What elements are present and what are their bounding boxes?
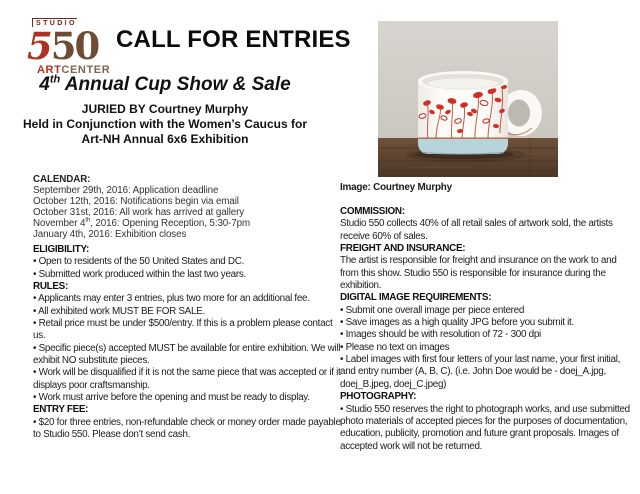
logo-center: CENTER	[61, 64, 111, 76]
show-title-ordinal: th	[49, 73, 61, 86]
digital-requirements-heading: DIGITAL IMAGE REQUIREMENTS:	[340, 292, 492, 304]
header-subtitle-block	[12, 73, 318, 147]
show-title-number: 4	[39, 74, 50, 95]
bullet-item: • All exhibited work MUST BE FOR SALE.	[33, 306, 345, 318]
bullet-item: • Work will be disqualified if it is not the same piece that was accepted or if it displays poor craftsmanship.	[33, 367, 345, 392]
eligibility-bullets	[33, 256, 345, 281]
photography-heading: PHOTOGRAPHY:	[340, 391, 417, 403]
bullet-item: • Work must arrive before the opening and must be ready to display.	[33, 392, 345, 404]
juried-by-line: JURIED BY Courtney Murphy	[81, 102, 249, 116]
call-for-entries-title: CALL FOR ENTRIES	[116, 26, 351, 53]
logo-550-text	[27, 24, 111, 68]
freight-body: The artist is responsible for freight and insurance on the work to and from this show. Studio 550 is responsible for insurance during the exhibition.	[340, 255, 617, 292]
conjunction-line: Held in Conjunction with the Women’s Caucus for	[22, 117, 307, 131]
calendar-section	[33, 175, 333, 240]
bullet-item: • Images should be with resolution of 72 - 300 dpi	[340, 329, 636, 341]
reception-ordinal: th	[85, 217, 91, 224]
calendar-reception-line	[33, 219, 333, 230]
rules-heading: RULES:	[33, 281, 68, 293]
calendar-heading: CALENDAR:	[33, 174, 91, 185]
bullet-item: • $20 for three entries, non-refundable check or money order made payable to Studio 550. Please don’t send cash.	[33, 417, 345, 442]
calendar-line: October 12th, 2016: Notifications begin via email	[33, 195, 239, 207]
photography-bullets	[340, 404, 636, 453]
cup-photo	[378, 21, 558, 177]
photo-caption: Image: Courtney Murphy	[340, 182, 452, 193]
logo-studio-text: STUDIO	[32, 18, 77, 27]
left-column	[33, 244, 345, 442]
bullet-item: • Open to residents of the 50 United States and DC.	[33, 256, 345, 268]
reception-post: , 2016: Opening Reception, 5:30-7pm	[90, 217, 251, 229]
logo-art: ART	[37, 64, 62, 76]
calendar-line: October 31st, 2016: All work has arrived at gallery	[33, 206, 245, 218]
conjunction-lines	[12, 117, 318, 147]
eligibility-heading: ELIGIBILITY:	[33, 244, 90, 255]
entry-fee-heading: ENTRY FEE:	[33, 404, 89, 416]
entry-fee-bullets	[33, 417, 345, 442]
logo-digit-5: 5	[27, 24, 51, 68]
show-title	[12, 73, 318, 96]
commission-body: Studio 550 collects 40% of all retail sales of artwork sold, the artists receive 60% of sales.	[340, 218, 613, 242]
calendar-line: September 29th, 2016: Application deadline	[33, 184, 219, 196]
conjunction-line: Art-NH Annual 6x6 Exhibition	[81, 132, 249, 146]
reception-pre: November 4	[33, 217, 86, 229]
bullet-item: • Applicants may enter 3 entries, plus two more for an additional fee.	[33, 293, 345, 305]
bullet-item: • Retail price must be under $500/entry. If this is a problem please contact us.	[33, 318, 345, 343]
commission-heading: COMMISSION:	[340, 206, 405, 217]
right-column	[340, 206, 636, 453]
cup-photo-illustration	[378, 21, 558, 177]
show-title-rest: Annual Cup Show & Sale	[60, 74, 291, 95]
bullet-item: • Submitted work produced within the last two years.	[33, 269, 345, 281]
bullet-item: • Save images as a high quality JPG before you submit it.	[340, 317, 636, 329]
bullet-item: • Label images with first four letters of your last name, your first initial, and entry number (A, B, C). (i.e. John Doe would be - doej_A.jpg, doej_B.jpeg, doej_C.jpeg)	[340, 354, 636, 391]
bullet-item: • Submit one overall image per piece entered	[340, 305, 636, 317]
bullet-item: • Studio 550 reserves the right to photograph works, and use submitted photo materials of accepted pieces for the purposes of documentation, education, publicity, promotion and future grant proposals. Images of accepted work will not be returned.	[340, 404, 636, 453]
freight-heading: FREIGHT AND INSURANCE:	[340, 243, 466, 255]
studio-550-logo	[27, 12, 111, 76]
rules-bullets	[33, 293, 345, 404]
digital-requirements-bullets	[340, 305, 636, 391]
bullet-item: • Please no text on images	[340, 342, 636, 354]
calendar-lines	[33, 186, 333, 219]
calendar-closing-line: January 4th, 2016: Exhibition closes	[33, 228, 187, 240]
logo-digits-50: 50	[50, 24, 99, 68]
bullet-item: • Specific piece(s) accepted MUST be available for entire exhibition. We will exhibit NO substitute pieces.	[33, 343, 345, 368]
